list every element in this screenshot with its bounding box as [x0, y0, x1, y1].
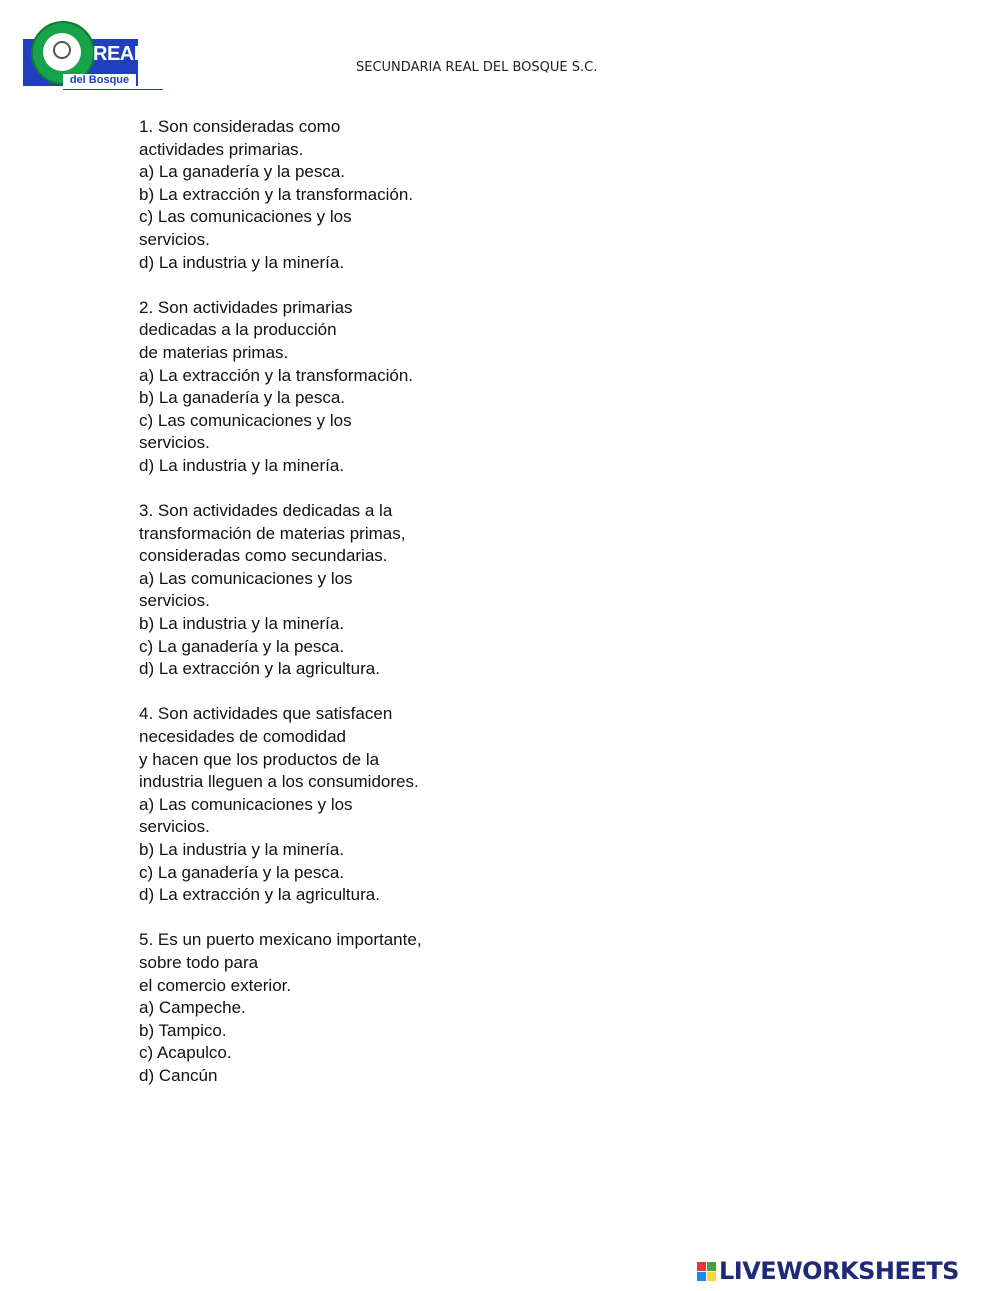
- question-text-line: industria lleguen a los consumidores.: [139, 772, 419, 792]
- answer-option[interactable]: d) La industria y la minería.: [139, 252, 345, 272]
- answer-option[interactable]: b) Tampico.: [139, 1020, 227, 1040]
- question-text-line: de materias primas.: [139, 342, 289, 362]
- question-text-line: consideradas como secundarias.: [139, 546, 388, 566]
- answer-option[interactable]: d) Cancún: [139, 1065, 218, 1085]
- answer-option[interactable]: a) La ganadería y la pesca.: [139, 162, 346, 182]
- questions-list: [139, 116, 499, 1110]
- brand-icon-square: [697, 1272, 706, 1281]
- brand-icon-square: [707, 1262, 716, 1271]
- answer-option[interactable]: d) La extracción y la agricultura.: [139, 885, 380, 905]
- liveworksheets-logo-icon: [697, 1262, 716, 1281]
- answer-option[interactable]: c) Las comunicaciones y los: [139, 207, 352, 227]
- answer-option[interactable]: c) Acapulco.: [139, 1043, 232, 1063]
- question-block: [139, 297, 499, 478]
- answer-option[interactable]: servicios.: [139, 591, 210, 611]
- answer-option[interactable]: d) La industria y la minería.: [139, 455, 345, 475]
- question-text-line: 4. Son actividades que satisfacen: [139, 704, 393, 724]
- answer-option[interactable]: c) La ganadería y la pesca.: [139, 862, 345, 882]
- answer-option[interactable]: a) Las comunicaciones y los: [139, 568, 353, 588]
- school-name-header: SECUNDARIA REAL DEL BOSQUE S.C.: [356, 60, 598, 75]
- logo-sub-text: del Bosque: [63, 74, 136, 86]
- question-text-line: y hacen que los productos de la: [139, 749, 380, 769]
- question-block: [139, 929, 499, 1087]
- question-block: [139, 116, 499, 274]
- answer-option[interactable]: a) Las comunicaciones y los: [139, 794, 353, 814]
- answer-option[interactable]: d) La extracción y la agricultura.: [139, 659, 380, 679]
- question-text-line: el comercio exterior.: [139, 975, 292, 995]
- question-block: [139, 500, 499, 681]
- question-text-line: 3. Son actividades dedicadas a la: [139, 501, 393, 521]
- answer-option[interactable]: b) La ganadería y la pesca.: [139, 388, 346, 408]
- question-text-line: 2. Son actividades primarias: [139, 297, 353, 317]
- question-text-line: dedicadas a la producción: [139, 320, 337, 340]
- answer-option[interactable]: a) La extracción y la transformación.: [139, 365, 414, 385]
- answer-option[interactable]: c) Las comunicaciones y los: [139, 410, 352, 430]
- question-text-line: sobre todo para: [139, 952, 259, 972]
- answer-option[interactable]: servicios.: [139, 433, 210, 453]
- question-block: [139, 703, 499, 906]
- school-logo: [23, 21, 146, 91]
- answer-option[interactable]: b) La industria y la minería.: [139, 840, 345, 859]
- brand-text: LIVEWORKSHEETS: [719, 1257, 959, 1285]
- answer-option[interactable]: servicios.: [139, 817, 210, 837]
- brand-icon-square: [707, 1272, 716, 1281]
- brand-icon-square: [697, 1262, 706, 1271]
- answer-option[interactable]: b) La extracción y la transformación.: [139, 184, 414, 204]
- liveworksheets-brand: [697, 1256, 959, 1286]
- logo-underline: [63, 89, 163, 90]
- answer-option[interactable]: a) Campeche.: [139, 998, 246, 1018]
- question-text-line: necesidades de comodidad: [139, 727, 346, 747]
- logo-figure-icon: [53, 41, 71, 59]
- answer-option[interactable]: b) La industria y la minería.: [139, 614, 345, 634]
- question-text-line: 5. Es un puerto mexicano importante,: [139, 930, 422, 950]
- answer-option[interactable]: c) La ganadería y la pesca.: [139, 636, 345, 656]
- answer-option[interactable]: servicios.: [139, 229, 210, 249]
- question-text-line: actividades primarias.: [139, 139, 304, 159]
- question-text-line: 1. Son consideradas como: [139, 117, 341, 136]
- logo-main-text: REAL: [93, 43, 146, 65]
- question-text-line: transformación de materias primas,: [139, 523, 406, 543]
